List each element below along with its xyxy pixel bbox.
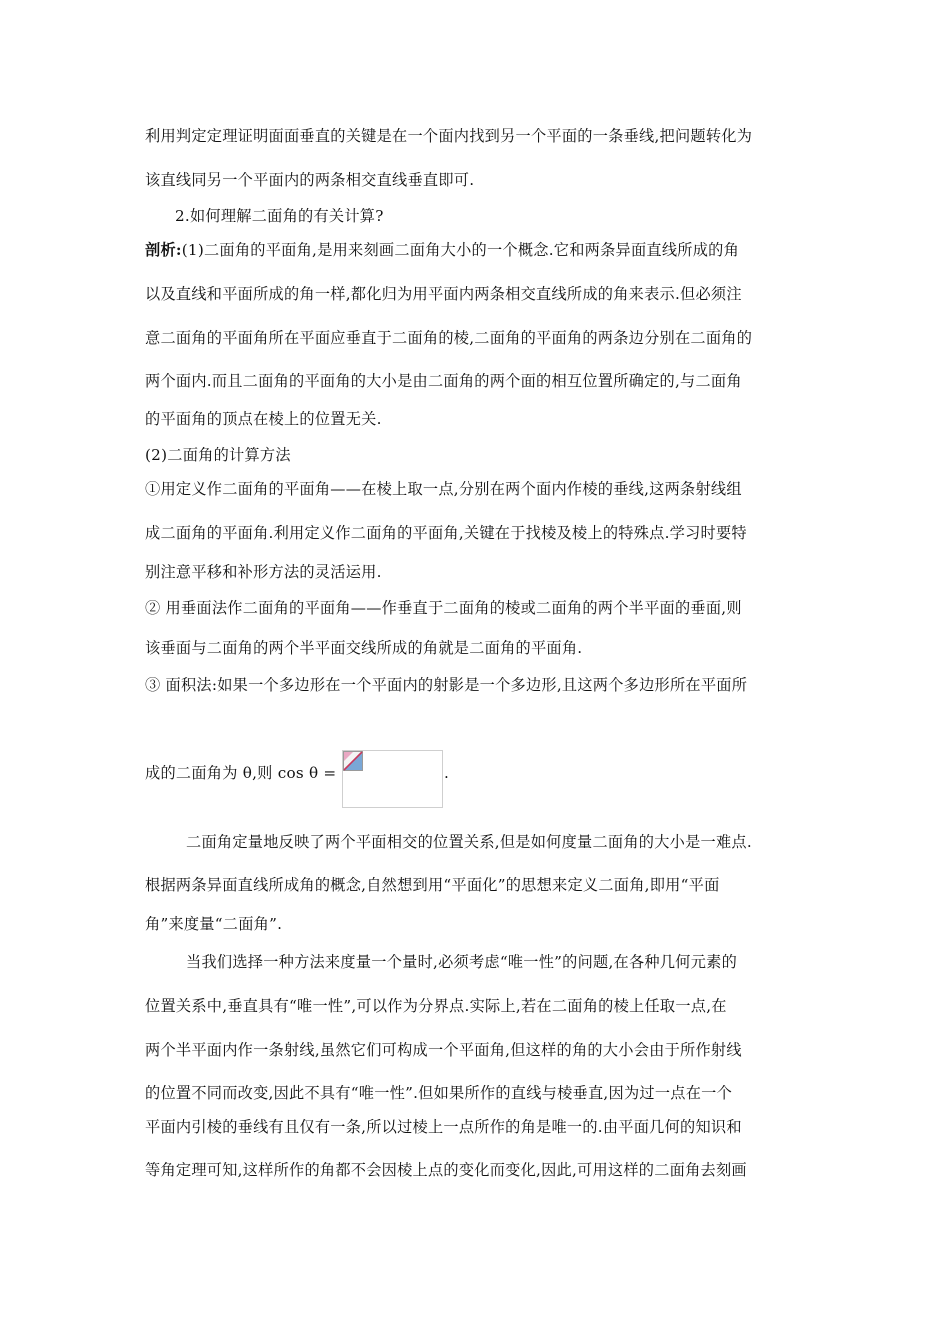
text-line: 别注意平移和补形方法的灵活运用.: [145, 563, 382, 581]
question-heading: 2.如何理解二面角的有关计算?: [175, 207, 384, 225]
text-line: ①用定义作二面角的平面角——在棱上取一点,分别在两个面内作棱的垂线,这两条射线组: [145, 480, 742, 498]
methods-title: (2)二面角的计算方法: [145, 446, 291, 464]
text-line: 当我们选择一种方法来度量一个量时,必须考虑“唯一性”的问题,在各种几何元素的: [186, 953, 738, 971]
analysis-label: 剖析:: [145, 241, 182, 259]
text-line: 平面内引棱的垂线有且仅有一条,所以过棱上一点所作的角是唯一的.由平面几何的知识和: [145, 1118, 742, 1136]
text-line: ② 用垂面法作二面角的平面角——作垂直于二面角的棱或二面角的两个半平面的垂面,则: [145, 599, 742, 617]
text-line: 角”来度量“二面角”.: [145, 915, 283, 933]
text-line: 以及直线和平面所成的角一样,都化归为用平面内两条相交直线所成的角来表示.但必须注: [145, 285, 742, 303]
text-line: 利用判定定理证明面面垂直的关键是在一个面内找到另一个平面的一条垂线,把问题转化为: [145, 127, 753, 145]
broken-image-icon: [343, 751, 363, 771]
analysis-text: (1)二面角的平面角,是用来刻画二面角大小的一个概念.它和两条异面直线所成的角: [181, 241, 740, 259]
text-line: 成的二面角为 θ,则 cos θ =: [145, 764, 337, 782]
text-line: 根据两条异面直线所成角的概念,自然想到用“平面化”的思想来定义二面角,即用“平面: [145, 876, 720, 894]
text-line: 两个面内.而且二面角的平面角的大小是由二面角的两个面的相互位置所确定的,与二面角: [145, 372, 742, 390]
text-line: 二面角定量地反映了两个平面相交的位置关系,但是如何度量二面角的大小是一难点.: [186, 833, 752, 851]
text-line: 的平面角的顶点在棱上的位置无关.: [145, 410, 382, 428]
formula-period: .: [444, 764, 449, 782]
text-line: ③ 面积法:如果一个多边形在一个平面内的射影是一个多边形,且这两个多边形所在平面所: [145, 676, 748, 694]
text-line: 两个半平面内作一条射线,虽然它们可构成一个平面角,但这样的角的大小会由于所作射线: [145, 1041, 742, 1059]
text-line: 的位置不同而改变,因此不具有“唯一性”.但如果所作的直线与棱垂直,因为过一点在一个: [145, 1084, 733, 1102]
text-line: 意二面角的平面角所在平面应垂直于二面角的棱,二面角的平面角的两条边分别在二面角的: [145, 329, 753, 347]
analysis-line: [145, 240, 739, 260]
text-line: 等角定理可知,这样所作的角都不会因棱上点的变化而变化,因此,可用这样的二面角去刻画: [145, 1161, 747, 1179]
text-line: 位置关系中,垂直具有“唯一性”,可以作为分界点.实际上,若在二面角的棱上任取一点,在: [145, 997, 727, 1015]
text-line: 该直线同另一个平面内的两条相交直线垂直即可.: [145, 171, 475, 189]
formula-image-placeholder: [342, 750, 443, 808]
text-line: 成二面角的平面角.利用定义作二面角的平面角,关键在于找棱及棱上的特殊点.学习时要特: [145, 524, 747, 542]
text-line: 该垂面与二面角的两个半平面交线所成的角就是二面角的平面角.: [145, 639, 583, 657]
